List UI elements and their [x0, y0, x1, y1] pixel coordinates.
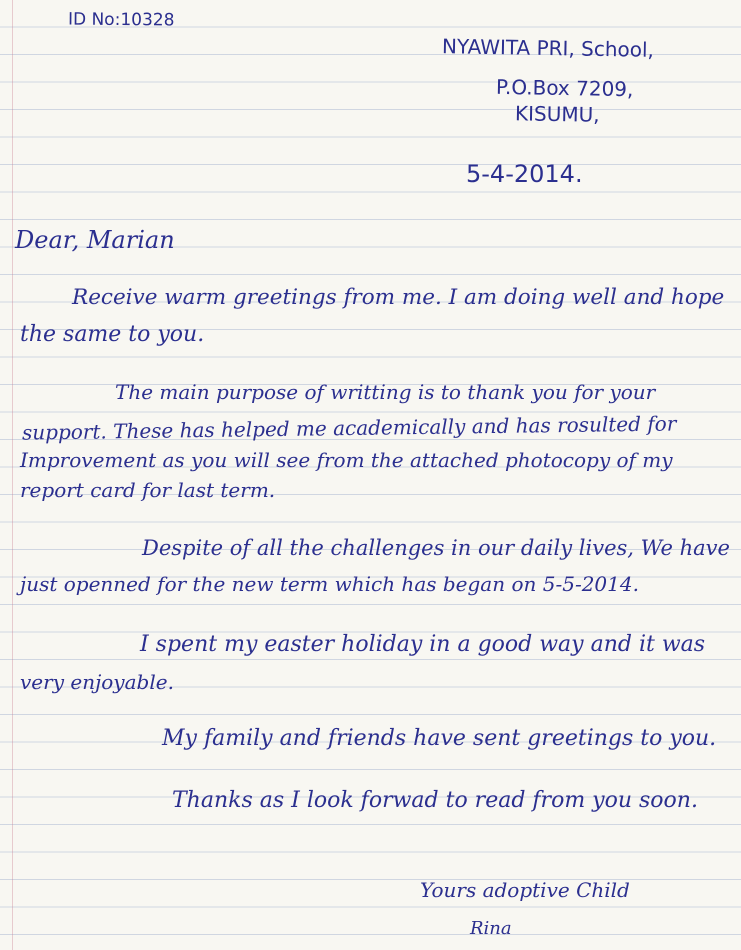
address-line-1: NYAWITA PRI, School, — [441, 34, 655, 62]
closing-line: Yours adoptive Child — [420, 878, 630, 902]
paragraph-1-line-2: the same to you. — [20, 322, 205, 347]
paragraph-2-line-3: Improvement as you will see from the attached photocopy of my — [20, 448, 673, 472]
paragraph-6-line-1: Thanks as I look forwad to read from you soon. — [172, 788, 698, 813]
address-line-3: KISUMU, — [514, 101, 600, 127]
paragraph-3-line-2: just openned for the new term which has began on 5-5-2014. — [20, 572, 639, 596]
paragraph-2-line-4: report card for last term. — [20, 478, 276, 502]
paragraph-5-line-1: My family and friends have sent greetings to you. — [162, 726, 717, 751]
letter-id-number: ID No:10328 — [67, 9, 175, 31]
paragraph-2-line-1: The main purpose of writting is to thank you for your — [115, 380, 656, 404]
signature: Rina — [470, 918, 512, 939]
paragraph-3-line-1: Despite of all the challenges in our daily lives, We have — [142, 536, 730, 560]
letter-date: 5-4-2014. — [466, 160, 583, 188]
paragraph-2-line-2: support. These has helped me academically and has rosulted for — [21, 411, 677, 445]
paragraph-4-line-2: very enjoyable. — [20, 670, 174, 694]
salutation: Dear, Marian — [15, 226, 175, 254]
address-line-2: P.O.Box 7209, — [495, 74, 634, 102]
paragraph-1-line-1: Receive warm greetings from me. I am doing well and hope — [72, 285, 725, 310]
paragraph-4-line-1: I spent my easter holiday in a good way and it was — [140, 632, 706, 657]
